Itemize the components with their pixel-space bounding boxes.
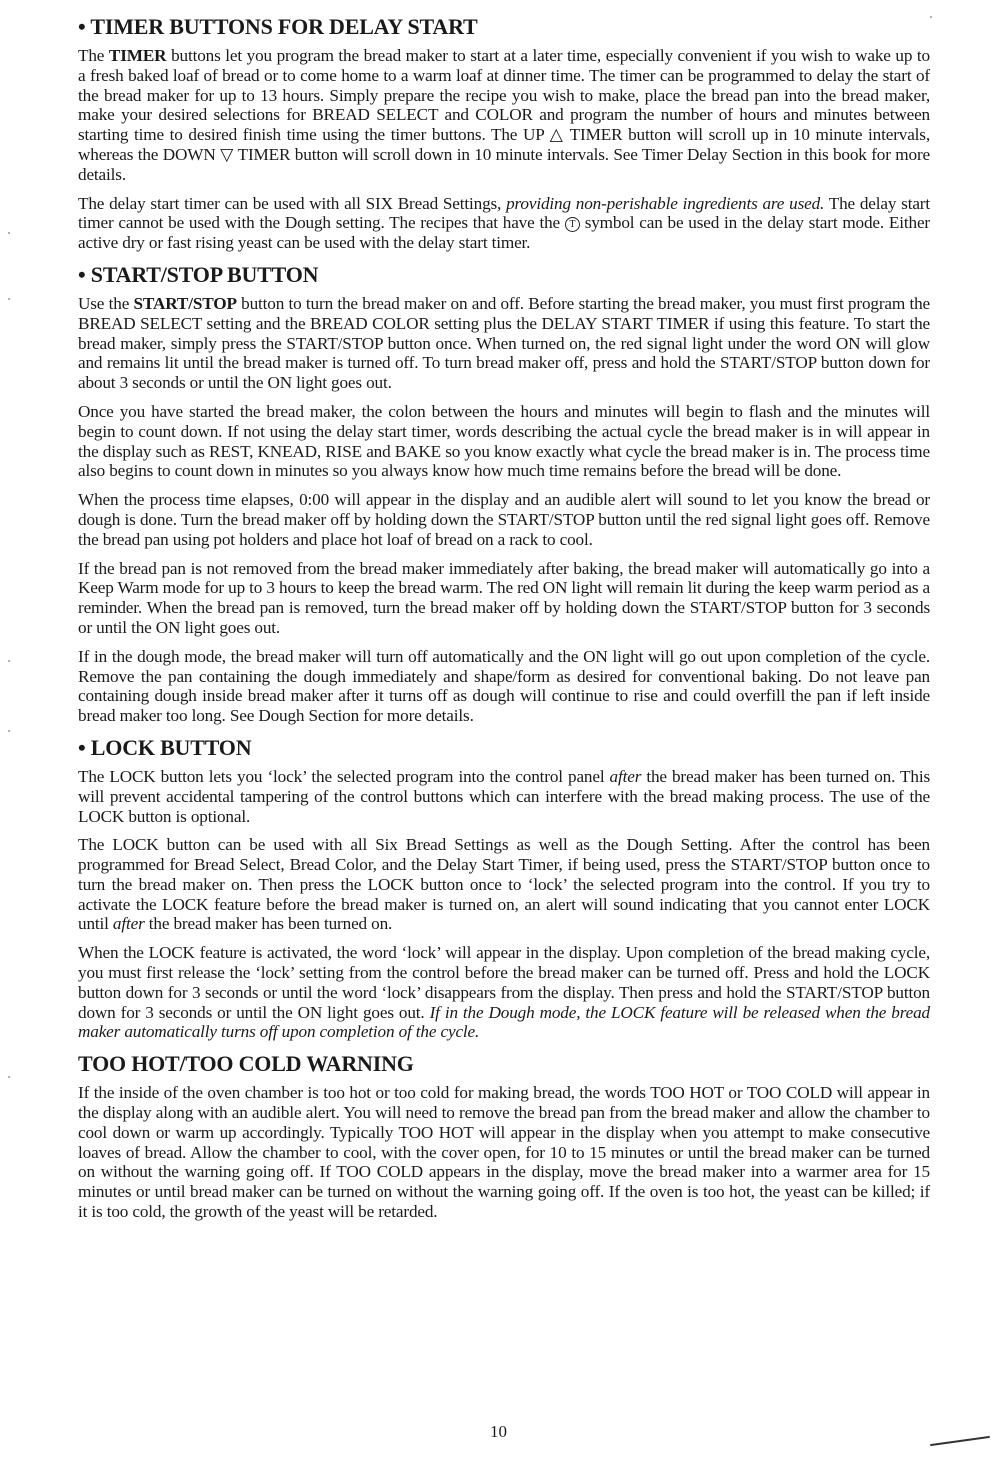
text: the bread maker has been turned on. This will prevent accidental tampering of the control buttons which can interfere with the bread making process. The use of the LOCK button is optional. [78,766,930,826]
paragraph: If the inside of the oven chamber is too hot or too cold for making bread, the words TOO HOT or TOO COLD will appear in the display along with an audible alert. You will need to remove the bread pan from the bread maker and allow the chamber to cool down or warm up accordingly. Typically TOO HOT will appear in the display when you attempt to make consecutive loaves of bread. Allow the chamber to cool, with the cover open, for 10 to 15 minutes or until the bread maker can be turned on without the warning going off. If TOO COLD appears in the display, move the bread maker into a warmer area for 15 minutes or until bread maker can be turned on without the warning going off. If the oven is too hot, the yeast can be killed; if it is too cold, the growth of the yeast will be retarded. [78,1083,930,1222]
text: The delay start timer cannot be used with the Dough setting. The recipes that have the [78,193,930,233]
italic-text: providing non-perishable ingredients are used. [506,193,825,213]
paragraph [78,294,930,393]
section-heading-warning: TOO HOT/TOO COLD WARNING [78,1051,414,1077]
scan-speck [8,660,10,662]
paragraph: When the process time elapses, 0:00 will appear in the display and an audible alert will sound to let you know the bread or dough is done. Turn the bread maker off by holding down the START/STOP button until the red signal light goes off. Remove the bread pan using pot holders and place hot loaf of bread on a rack to cool. [78,490,930,549]
paragraph [78,46,930,185]
text: The LOCK button lets you ‘lock’ the selected program into the control panel [78,766,610,786]
scan-speck [8,298,10,300]
bold-text: START/STOP [133,293,237,313]
section-heading-start-stop: • START/STOP BUTTON [78,261,319,287]
paragraph [78,767,930,826]
text: buttons let you program the bread maker to start at a later time, especially convenient if you wish to wake up to a fresh baked loaf of bread or to come home to a warm loaf at dinner time. The timer can be programmed to delay the start of the bread maker for up to 13 hours. Simply prepare the recipe you wish to make, place the bread pan into the bread maker, make your desired selections for BREAD SELECT and COLOR and program the number of hours and minutes between starting time to desired finish time using the timer buttons. The UP △ TIMER button will scroll up in 10 minute intervals, whereas the DOWN ▽ TIMER button will scroll down in 10 minute intervals. See Timer Delay Section in this book for more details. [78,46,930,184]
timer-symbol-icon: T [565,217,580,232]
section-warning [78,1051,930,1222]
text: The LOCK button can be used with all Six Bread Settings as well as the Dough Setting. After the control has been programmed for Bread Select, Bread Color, and the Delay Start Timer, if being used, press the START/STOP button once to turn the bread maker on. Then press the LOCK button once to ‘lock’ the selected program into the control. If you try to activate the LOCK feature before the bread maker is turned on, an alert will sound indicating that you cannot enter LOCK until [78,835,930,934]
section-lock [78,735,930,1042]
document-page [78,14,930,1231]
text: When the LOCK feature is activated, the word ‘lock’ will appear in the display. Upon completion of the bread making cycle, you must first release the ‘lock’ setting from the control before the bread maker can be turned off. Press and hold the LOCK button down for 3 seconds or until the word ‘lock’ disappears from the display. Then press and hold the START/STOP button down for 3 seconds or until the ON light goes out. [78,943,930,1022]
bold-text: TIMER [108,46,167,65]
paragraph [78,943,930,1042]
section-start-stop [78,262,930,726]
text: Use the [78,293,134,313]
text: the bread maker has been turned on. [144,914,393,934]
italic-text: after [609,766,642,786]
scan-speck [8,232,10,234]
scan-speck [930,16,932,18]
italic-text: If in the Dough mode, the LOCK feature will be released when the bread maker automatically turns off upon completion of the cycle. [78,1002,930,1042]
text: button to turn the bread maker on and off. Before starting the bread maker, you must first program the BREAD SELECT setting and the BREAD COLOR setting plus the DELAY START TIMER if using this feature. To start the bread maker, simply press the START/STOP button once. When turned on, the red signal light under the word ON will glow and remains lit until the bread maker is turned off. To turn bread maker off, press and hold the START/STOP button down for about 3 seconds or until the ON light goes out. [78,293,930,393]
paragraph: Once you have started the bread maker, the colon between the hours and minutes will begin to flash and the minutes will begin to count down. If not using the delay start timer, words describing the actual cycle the bread maker is in will appear in the display such as REST, KNEAD, RISE and BAKE so you know exactly what cycle the bread maker is in. The process time also begins to count down in minutes so you always know how much time remains before the bread will be done. [78,401,930,481]
section-timer [78,14,930,253]
text: The [78,46,109,65]
section-heading-timer: • TIMER BUTTONS FOR DELAY START [78,14,478,39]
text: The delay start timer can be used with all SIX Bread Settings, [78,193,507,213]
paragraph: If in the dough mode, the bread maker will turn off automatically and the ON light will go out upon completion of the cycle. Remove the pan containing the dough immediately and shape/form as desired for conventional baking. Do not leave pan containing dough inside bread maker after it turns off as dough will continue to rise and could overfill the pan if left inside bread maker too long. See Dough Section for more details. [78,646,930,726]
paragraph [78,835,930,934]
paragraph: If the bread pan is not removed from the bread maker immediately after baking, the bread maker will automatically go into a Keep Warm mode for up to 3 hours to keep the bread warm. The red ON light will remain lit during the keep warm period as a reminder. When the bread pan is removed, turn the bread maker off by holding down the START/STOP button for 3 seconds or until the ON light goes out. [78,558,930,637]
italic-text: after [112,914,145,934]
scan-speck [8,1076,10,1078]
text: symbol can be used in the delay start mode. Either active dry or fast rising yeast can be used with the delay start timer. [78,213,930,253]
page-number: 10 [490,1422,507,1441]
section-heading-lock: • LOCK BUTTON [78,734,252,760]
scan-speck [8,730,10,732]
paragraph [78,194,930,253]
